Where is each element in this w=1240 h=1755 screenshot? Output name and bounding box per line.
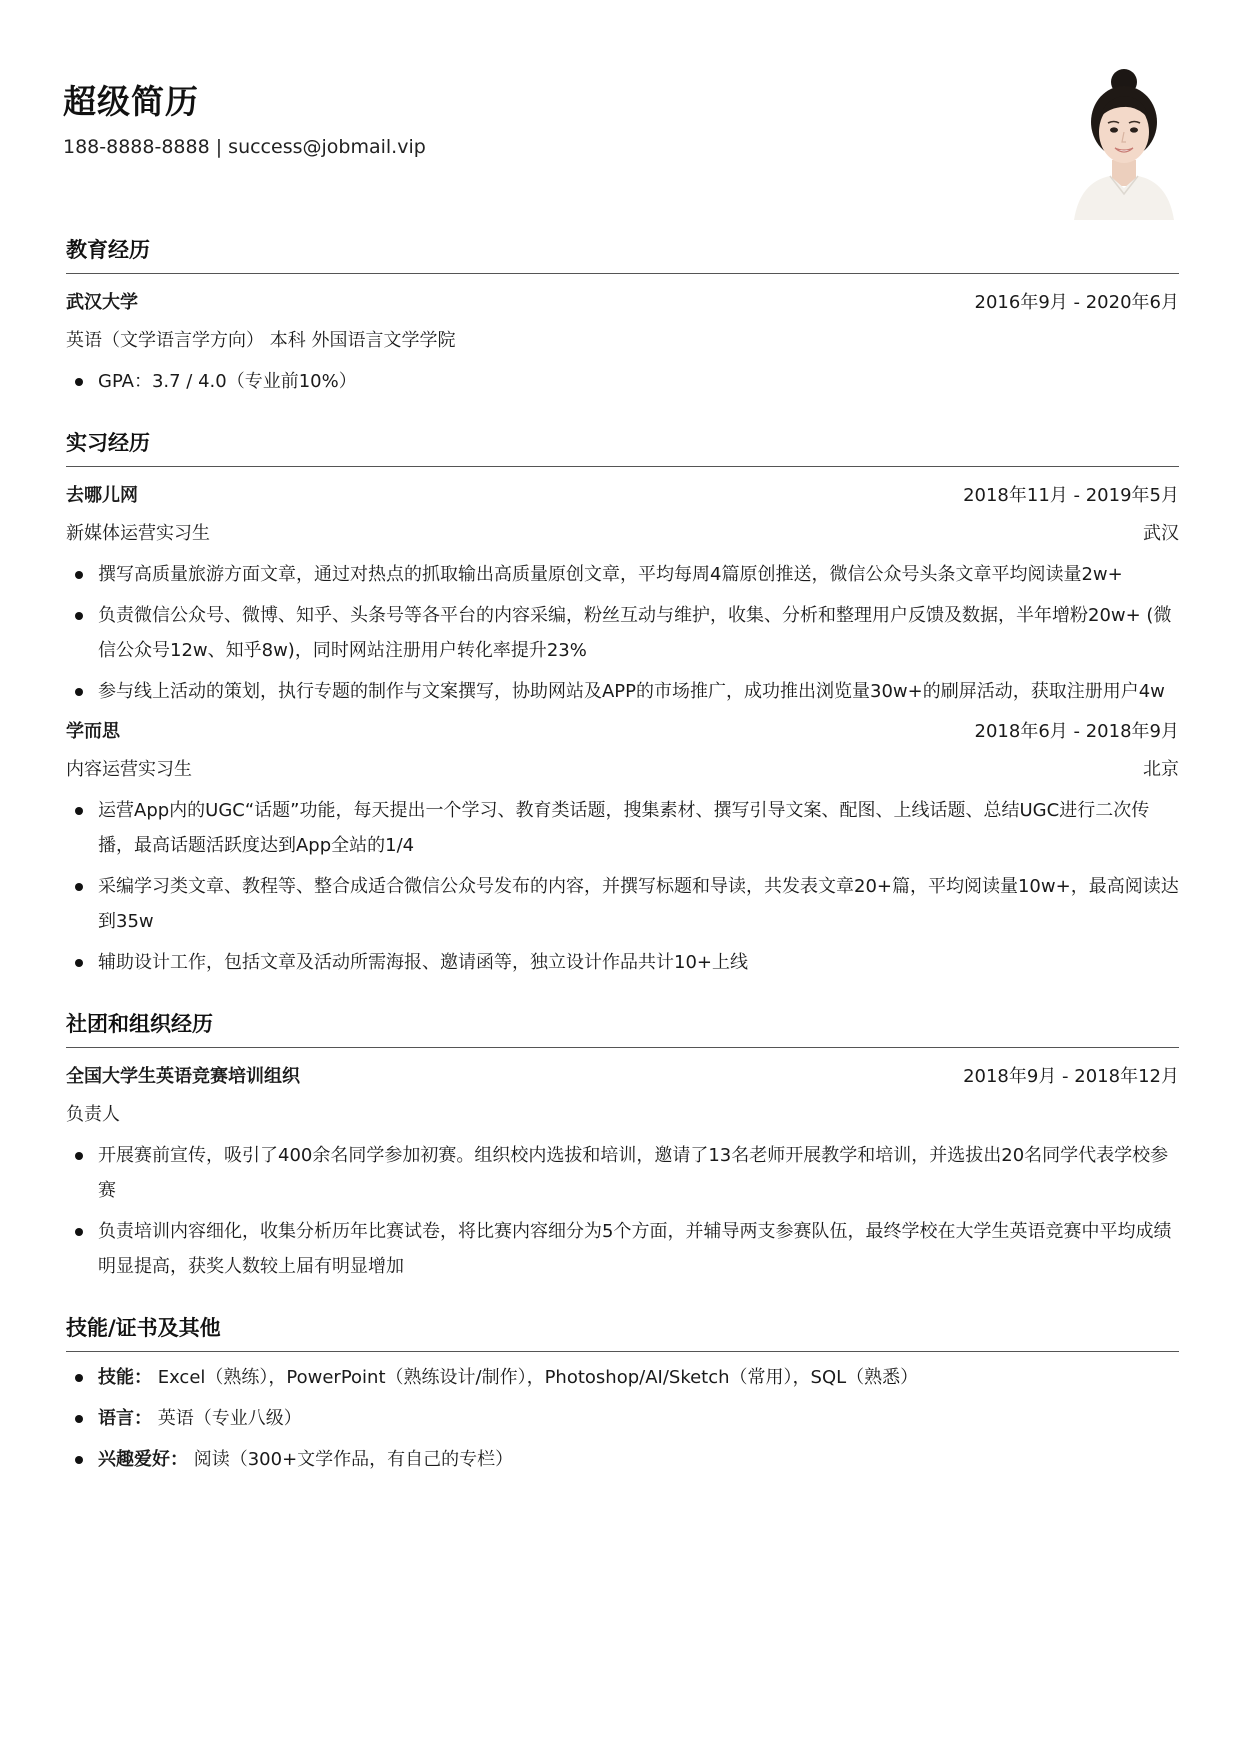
list-item: 采编学习类文章、教程等、整合成适合微信公众号发布的内容，并撰写标题和导读，共发表文章20+篇，平均阅读量10w+，最高阅读达到35w: [66, 869, 1179, 939]
internship-bullets: [66, 557, 1179, 709]
organization-name: 全国大学生英语竞赛培训组织: [66, 1066, 300, 1087]
internship-section: [66, 429, 1179, 980]
list-item: 运营App内的UGC“话题”功能，每天提出一个学习、教育类话题，搜集素材、撰写引导文案、配图、上线话题、总结UGC进行二次传播，最高话题活跃度达到App全站的1/4: [66, 793, 1179, 863]
job-title: 内容运营实习生: [66, 759, 192, 780]
skill-label: 技能：: [98, 1367, 152, 1388]
list-item: 负责培训内容细化，收集分析历年比赛试卷，将比赛内容细分为5个方面，并辅导两支参赛队伍，最终学校在大学生英语竞赛中平均成绩明显提高，获奖人数较上届有明显增加: [66, 1214, 1179, 1284]
education-section: [66, 236, 1179, 399]
club-entry: [66, 1058, 1179, 1284]
contact-line: 188-8888-8888 | success@jobmail.vip: [63, 136, 426, 158]
clubs-section: [66, 1010, 1179, 1284]
internship-entry: [66, 713, 1179, 980]
company-name: 学而思: [66, 721, 120, 742]
internship-date: 2018年6月 - 2018年9月: [974, 721, 1179, 742]
degree-line: 英语（文学语言学方向） 本科 外国语言文学学院: [66, 330, 456, 351]
education-bullets: [66, 364, 1179, 399]
club-role: 负责人: [66, 1104, 120, 1125]
school-name: 武汉大学: [66, 292, 138, 313]
skill-item: [66, 1360, 1179, 1395]
job-location: 北京: [1143, 759, 1179, 780]
resume-name: 超级简历: [63, 82, 199, 121]
section-title-education: 教育经历: [66, 236, 1179, 274]
skill-item: [66, 1401, 1179, 1436]
list-item: GPA：3.7 / 4.0（专业前10%）: [66, 364, 1179, 399]
club-bullets: [66, 1138, 1179, 1284]
skill-text: 英语（专业八级）: [152, 1408, 302, 1429]
education-date: 2016年9月 - 2020年6月: [974, 292, 1179, 313]
skills-section: [66, 1314, 1179, 1477]
job-location: 武汉: [1143, 523, 1179, 544]
section-title-internship: 实习经历: [66, 429, 1179, 467]
list-item: 开展赛前宣传，吸引了400余名同学参加初赛。组织校内选拔和培训，邀请了13名老师开展教学和培训，并选拔出20名同学代表学校参赛: [66, 1138, 1179, 1208]
section-title-clubs: 社团和组织经历: [66, 1010, 1179, 1048]
list-item: 负责微信公众号、微博、知乎、头条号等各平台的内容采编，粉丝互动与维护，收集、分析和整理用户反馈及数据，半年增粉20w+ (微信公众号12w、知乎8w)，同时网站注册用户转化率提升23%: [66, 598, 1179, 668]
section-title-skills: 技能/证书及其他: [66, 1314, 1179, 1352]
internship-entry: [66, 477, 1179, 709]
list-item: 辅助设计工作，包括文章及活动所需海报、邀请函等，独立设计作品共计10+上线: [66, 945, 1179, 980]
education-entry: [66, 284, 1179, 399]
skill-text: 阅读（300+文学作品，有自己的专栏）: [188, 1449, 514, 1470]
internship-date: 2018年11月 - 2019年5月: [963, 485, 1179, 506]
profile-photo: [1066, 60, 1181, 220]
company-name: 去哪儿网: [66, 485, 138, 506]
list-item: 参与线上活动的策划，执行专题的制作与文案撰写，协助网站及APP的市场推广，成功推出浏览量30w+的刷屏活动，获取注册用户4w: [66, 674, 1179, 709]
skills-list: [66, 1360, 1179, 1477]
list-item: 撰写高质量旅游方面文章，通过对热点的抓取输出高质量原创文章，平均每周4篇原创推送，微信公众号头条文章平均阅读量2w+: [66, 557, 1179, 592]
resume-content: [66, 236, 1179, 1477]
skill-text: Excel（熟练），PowerPoint（熟练设计/制作），Photoshop/AI/Sketch（常用），SQL（熟悉）: [152, 1367, 919, 1388]
internship-bullets: [66, 793, 1179, 980]
club-date: 2018年9月 - 2018年12月: [963, 1066, 1179, 1087]
job-title: 新媒体运营实习生: [66, 523, 210, 544]
skill-label: 语言：: [98, 1408, 152, 1429]
skill-label: 兴趣爱好：: [98, 1449, 188, 1470]
skill-item: [66, 1442, 1179, 1477]
